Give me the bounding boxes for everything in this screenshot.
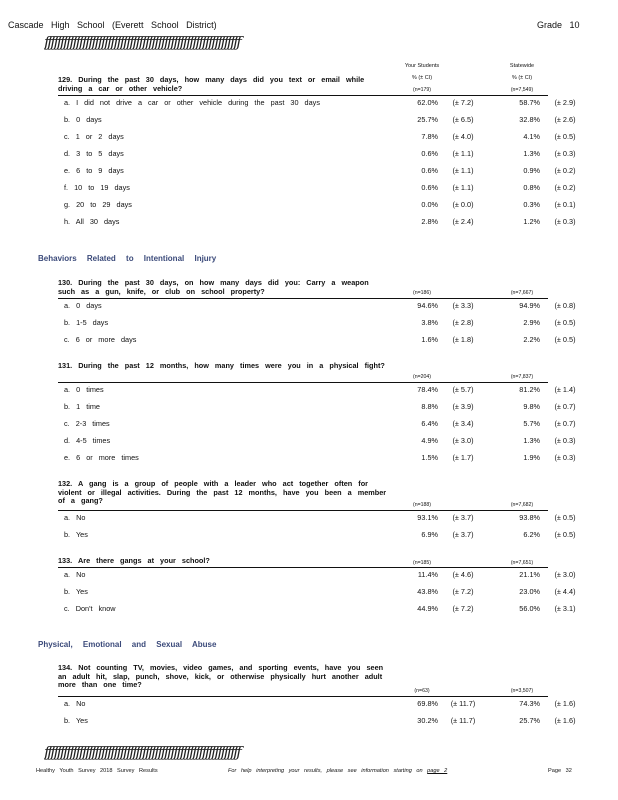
- sample-size-state: (n=7,651): [510, 560, 534, 566]
- table-row: a. 0 days 94.6% (± 3.3) 94.9% (± 0.8): [64, 301, 576, 310]
- table-row: b. 1-5 days 3.8% (± 2.8) 2.9% (± 0.5): [64, 318, 576, 327]
- question-rule: [58, 382, 548, 383]
- decorative-border-bottom: ƒƒƒƒƒƒƒƒƒƒƒƒƒƒƒƒƒƒƒƒƒƒƒƒƒƒƒƒƒƒƒƒƒƒƒƒƒƒƒƒƒƒƒƒƒƒƒƒƒƒƒƒƒƒƒƒƒƒƒƒƒƒ: [44, 743, 240, 761]
- table-row: d. 4-5 times 4.9% (± 3.0) 1.3% (± 0.3): [64, 436, 576, 445]
- table-row: e. 6 to 9 days 0.6% (± 1.1) 0.9% (± 0.2): [64, 166, 576, 175]
- question-rule: [58, 95, 548, 96]
- question-131: 131. During the past 12 months, how many times were you in a physical fight?: [58, 361, 385, 370]
- table-row: b. 0 days 25.7% (± 6.5) 32.8% (± 2.6): [64, 115, 576, 124]
- table-row: a. No 11.4% (± 4.6) 21.1% (± 3.0): [64, 570, 576, 579]
- sample-size-state: (n=3,507): [510, 688, 534, 694]
- sample-size-school: (n=188): [412, 502, 432, 508]
- table-row: h. All 30 days 2.8% (± 2.4) 1.2% (± 0.3): [64, 217, 576, 226]
- footer-survey-title: Healthy Youth Survey 2018 Survey Results: [36, 768, 158, 774]
- question-130: 130. During the past 30 days, on how many days did you: Carry a weapon such as a gun, knife, or club on school property?: [58, 278, 369, 296]
- table-row: c. 6 or more days 1.6% (± 1.8) 2.2% (± 0.5): [64, 335, 576, 344]
- question-129: 129. During the past 30 days, how many days did you text or email while driving a car or other vehicle?: [58, 75, 365, 93]
- sample-size-school: (n=63): [414, 688, 430, 694]
- statewide-heading: Statewide % (± CI): [509, 63, 535, 81]
- table-row: d. 3 to 5 days 0.6% (± 1.1) 1.3% (± 0.3): [64, 149, 576, 158]
- question-rule: [58, 298, 548, 299]
- sample-size-state: (n=7,549): [510, 87, 534, 93]
- sample-size-school: (n=186): [412, 290, 432, 296]
- question-rule: [58, 510, 548, 511]
- table-row: b. 1 time 8.8% (± 3.9) 9.8% (± 0.7): [64, 402, 576, 411]
- sample-size-state: (n=7,667): [510, 290, 534, 296]
- table-row: a. I did not drive a car or other vehicle during the past 30 days 62.0% (± 7.2) 58.7% (± 2.9): [64, 98, 576, 107]
- sample-size-state: (n=7,682): [510, 502, 534, 508]
- school-header: Cascade High School (Everett School District): [8, 20, 217, 30]
- table-row: c. 1 or 2 days 7.8% (± 4.0) 4.1% (± 0.5): [64, 132, 576, 141]
- question-133: 133. Are there gangs at your school?: [58, 556, 210, 565]
- sample-size-school: (n=185): [412, 560, 432, 566]
- table-row: c. 2-3 times 6.4% (± 3.4) 5.7% (± 0.7): [64, 419, 576, 428]
- section-heading-injury: Behaviors Related to Intentional Injury: [38, 254, 217, 263]
- table-row: b. Yes 30.2% (± 11.7) 25.7% (± 1.6): [64, 716, 576, 725]
- table-row: g. 20 to 29 days 0.0% (± 0.0) 0.3% (± 0.1): [64, 200, 576, 209]
- page-number: Page 32: [548, 768, 572, 774]
- question-rule: [58, 696, 548, 697]
- table-row: b. Yes 43.8% (± 7.2) 23.0% (± 4.4): [64, 587, 576, 596]
- table-row: a. No 69.8% (± 11.7) 74.3% (± 1.6): [64, 699, 576, 708]
- section-heading-abuse: Physical, Emotional and Sexual Abuse: [38, 640, 217, 649]
- footer-help-label: For help interpreting your results, please see information starting on: [228, 768, 423, 774]
- your-students-heading: Your Students % (± CI): [404, 63, 440, 81]
- table-row: e. 6 or more times 1.5% (± 1.7) 1.9% (± 0.3): [64, 453, 576, 462]
- footer-help-text: [228, 768, 447, 774]
- question-132: 132. A gang is a group of people with a leader who act together often for violent or illegal activities. During the past 12 months, have you been a member of a gang?: [58, 479, 387, 506]
- sample-size-state: (n=7,837): [510, 374, 534, 380]
- table-row: c. Don't know 44.9% (± 7.2) 56.0% (± 3.1): [64, 604, 576, 613]
- grade-label: Grade 10: [537, 20, 580, 30]
- footer-page-link[interactable]: page 2: [427, 768, 448, 774]
- sample-size-school: (n=179): [412, 87, 432, 93]
- table-row: b. Yes 6.9% (± 3.7) 6.2% (± 0.5): [64, 530, 576, 539]
- question-134: 134. Not counting TV, movies, video games, and sporting events, have you seen an adult hit, slap, punch, shove, kick, or otherwise physically hurt another adult more than one time?: [58, 663, 384, 690]
- table-row: a. No 93.1% (± 3.7) 93.8% (± 0.5): [64, 513, 576, 522]
- question-rule: [58, 567, 548, 568]
- sample-size-school: (n=204): [412, 374, 432, 380]
- decorative-border-top: ƒƒƒƒƒƒƒƒƒƒƒƒƒƒƒƒƒƒƒƒƒƒƒƒƒƒƒƒƒƒƒƒƒƒƒƒƒƒƒƒƒƒƒƒƒƒƒƒƒƒƒƒƒƒƒƒƒƒƒƒƒƒ: [44, 33, 240, 51]
- table-row: a. 0 times 78.4% (± 5.7) 81.2% (± 1.4): [64, 385, 576, 394]
- table-row: f. 10 to 19 days 0.6% (± 1.1) 0.8% (± 0.2): [64, 183, 576, 192]
